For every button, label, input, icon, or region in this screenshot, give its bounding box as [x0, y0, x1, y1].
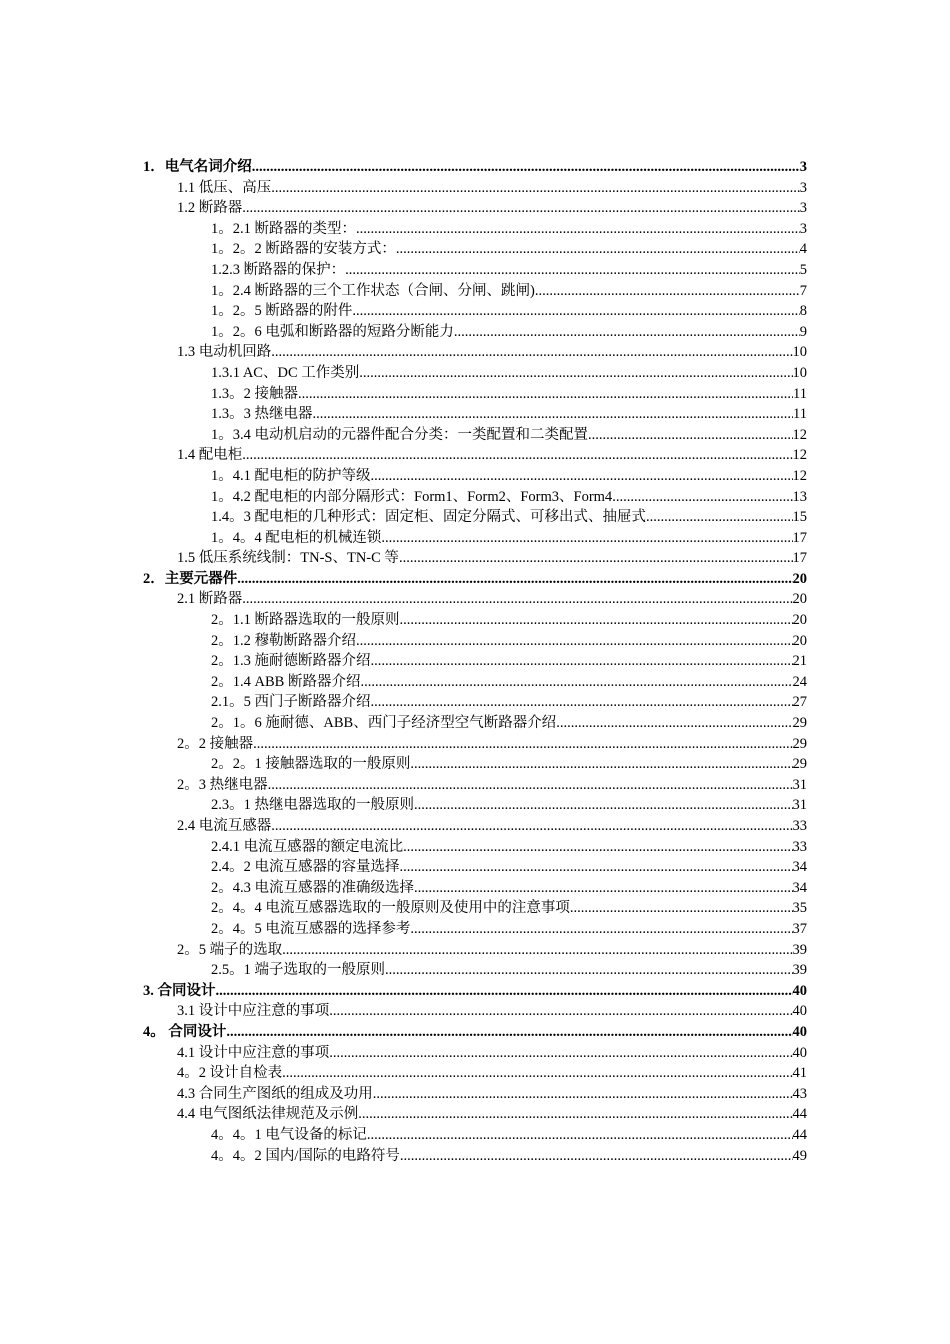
toc-dot-leader: [400, 610, 793, 631]
toc-entry-title: 1.4。3 配电柜的几种形式：固定柜、固定分隔式、可移出式、抽屉式: [211, 509, 646, 526]
toc-entry[interactable]: [143, 692, 807, 713]
toc-entry-page-number: 12: [792, 426, 807, 443]
toc-entry[interactable]: [143, 528, 807, 549]
toc-entry[interactable]: [143, 239, 807, 260]
toc-entry-page-number: 29: [792, 756, 807, 773]
toc-entry[interactable]: [143, 1084, 807, 1105]
toc-entry[interactable]: [143, 507, 807, 528]
toc-entry-page-number: 33: [792, 838, 807, 855]
toc-entry[interactable]: [143, 466, 807, 487]
toc-entry[interactable]: [143, 837, 807, 858]
toc-dot-leader: [612, 487, 792, 508]
toc-entry-page-number: 17: [792, 529, 807, 546]
toc-entry-title: 2。2 接触器: [177, 735, 254, 752]
toc-entry-page-number: 43: [792, 1085, 807, 1102]
toc-entry-page-number: 3: [799, 220, 807, 237]
toc-entry-page-number: 20: [792, 632, 807, 649]
toc-entry[interactable]: [143, 919, 807, 940]
toc-entry-page-number: 33: [792, 818, 807, 834]
toc-entry-page-number: 5: [799, 261, 807, 278]
toc-entry-page-number: 3: [799, 200, 807, 217]
toc-entry[interactable]: [143, 1022, 807, 1043]
toc-entry-page-number: 20: [792, 570, 807, 587]
toc-entry-page-number: 44: [792, 1106, 807, 1123]
toc-dot-leader: [373, 1084, 793, 1105]
toc-dot-leader: [400, 1146, 793, 1167]
toc-entry-page-number: 20: [792, 591, 807, 608]
toc-entry-page-number: 3: [799, 159, 807, 175]
toc-dot-leader: [570, 898, 793, 919]
toc-entry-title: 2.1 断路器: [177, 591, 243, 608]
toc-entry[interactable]: [143, 940, 807, 961]
toc-dot-leader: [242, 198, 800, 219]
toc-entry-title: 1.3.1 AC、DC 工作类别: [211, 364, 360, 381]
toc-entry[interactable]: [143, 898, 807, 919]
toc-dot-leader: [646, 507, 793, 528]
toc-entry-title: 2。1.4 ABB 断路器介绍: [211, 673, 361, 690]
toc-entry-title: 1.4 配电柜: [177, 447, 243, 464]
toc-dot-leader: [282, 1063, 792, 1084]
toc-entry-page-number: 44: [792, 1126, 807, 1143]
toc-entry-page-number: 29: [792, 715, 807, 732]
toc-entry-page-number: 4: [799, 241, 807, 258]
toc-entry[interactable]: [143, 445, 807, 466]
toc-dot-leader: [282, 940, 792, 961]
toc-entry-page-number: 37: [792, 920, 807, 937]
toc-entry-title: 1。2.4 断路器的三个工作状态（合闸、分闸、跳闸): [211, 282, 535, 299]
toc-entry-title: 1．电气名词介绍: [143, 159, 252, 175]
toc-entry[interactable]: [143, 775, 807, 796]
toc-dot-leader: [329, 1001, 792, 1022]
toc-entry-title: 4。4。1 电气设备的标记: [211, 1126, 367, 1143]
toc-entry-title: 1。4.1 配电柜的防护等级: [211, 467, 371, 484]
toc-dot-leader: [410, 754, 792, 775]
toc-entry-title: 1。2.1 断路器的类型：: [211, 220, 356, 237]
toc-entry-page-number: 8: [799, 303, 807, 320]
toc-entry[interactable]: [143, 219, 807, 240]
toc-entry[interactable]: [143, 157, 807, 178]
toc-dot-leader: [385, 960, 793, 981]
toc-dot-leader: [271, 342, 792, 363]
toc-entry-title: 2.5。1 端子选取的一般原则: [211, 962, 385, 979]
toc-entry[interactable]: [143, 631, 807, 652]
toc-entry-title: 4。2 设计自检表: [177, 1065, 283, 1082]
toc-entry-title: 2.3。1 热继电器选取的一般原则: [211, 797, 414, 814]
toc-entry-title: 4.1 设计中应注意的事项: [177, 1044, 330, 1061]
toc-dot-leader: [352, 301, 799, 322]
toc-entry-page-number: 40: [792, 1023, 807, 1040]
toc-entry-page-number: 12: [792, 447, 807, 464]
toc-entry-page-number: 49: [792, 1147, 807, 1164]
toc-dot-leader: [360, 672, 792, 693]
toc-entry[interactable]: [143, 1146, 807, 1167]
toc-dot-leader: [414, 878, 793, 899]
toc-dot-leader: [399, 548, 793, 569]
toc-entry-title: 2。4。5 电流互感器的选择参考: [211, 920, 411, 937]
toc-entry-title: 2.4.1 电流互感器的额定电流比: [211, 838, 404, 855]
toc-entry[interactable]: [143, 569, 807, 590]
toc-dot-leader: [242, 445, 792, 466]
toc-entry-page-number: 41: [792, 1065, 807, 1082]
toc-dot-leader: [371, 466, 793, 487]
toc-entry-page-number: 34: [792, 879, 807, 896]
toc-dot-leader: [268, 775, 793, 796]
toc-dot-leader: [356, 631, 793, 652]
toc-entry-title: 4.4 电气图纸法律规范及示例: [177, 1106, 359, 1123]
toc-entry-page-number: 9: [799, 323, 807, 340]
toc-dot-leader: [313, 404, 794, 425]
toc-entry-page-number: 7: [799, 282, 807, 299]
toc-entry-page-number: 20: [792, 612, 807, 629]
toc-dot-leader: [271, 178, 800, 199]
toc-entry-page-number: 35: [792, 900, 807, 917]
toc-entry[interactable]: [143, 281, 807, 302]
toc-entry-page-number: 39: [792, 962, 807, 979]
toc-dot-leader: [345, 260, 800, 281]
toc-entry[interactable]: [143, 960, 807, 981]
toc-dot-leader: [588, 425, 793, 446]
toc-entry-page-number: 11: [793, 385, 807, 402]
toc-dot-leader: [556, 713, 792, 734]
toc-entry-title: 2.4 电流互感器: [177, 818, 272, 834]
toc-entry-page-number: 31: [792, 797, 807, 814]
toc-entry[interactable]: [143, 260, 807, 281]
toc-entry[interactable]: [143, 1001, 807, 1022]
toc-entry-title: 3. 合同设计: [143, 982, 216, 999]
toc-entry-page-number: 12: [792, 467, 807, 484]
toc-entry[interactable]: [143, 713, 807, 734]
toc-dot-leader: [253, 734, 792, 755]
toc-entry[interactable]: [143, 672, 807, 693]
toc-entry[interactable]: [143, 342, 807, 363]
toc-entry-title: 1.1 低压、高压: [177, 179, 272, 196]
toc-dot-leader: [298, 384, 793, 405]
toc-entry-title: 1。3.4 电动机启动的元器件配合分类：一类配置和二类配置: [211, 426, 588, 443]
toc-entry-title: 4。 合同设计: [143, 1023, 227, 1040]
toc-entry[interactable]: [143, 1104, 807, 1125]
toc-entry[interactable]: [143, 1063, 807, 1084]
toc-entry-page-number: 10: [792, 344, 807, 361]
toc-entry[interactable]: [143, 651, 807, 672]
toc-entry-page-number: 3: [799, 179, 807, 196]
toc-entry-page-number: 11: [793, 406, 807, 423]
toc-entry-title: 2。3 热继电器: [177, 776, 268, 793]
toc-entry[interactable]: [143, 301, 807, 322]
toc-entry-title: 1.2 断路器: [177, 200, 243, 217]
toc-entry-page-number: 31: [792, 776, 807, 793]
toc-entry[interactable]: [143, 795, 807, 816]
toc-entry[interactable]: [143, 754, 807, 775]
toc-entry-page-number: 10: [792, 364, 807, 381]
toc-entry-page-number: 27: [792, 694, 807, 711]
toc-entry-title: 1。2。5 断路器的附件: [211, 303, 353, 320]
toc-entry[interactable]: [143, 363, 807, 384]
toc-entry[interactable]: [143, 487, 807, 508]
toc-entry-title: 2.1。5 西门子断路器介绍: [211, 694, 371, 711]
toc-entry[interactable]: [143, 610, 807, 631]
toc-dot-leader: [414, 795, 793, 816]
toc-dot-leader: [216, 981, 793, 1002]
toc-dot-leader: [400, 857, 793, 878]
toc-dot-leader: [410, 919, 792, 940]
toc-entry-page-number: 15: [792, 509, 807, 526]
toc-entry-title: 2。4.3 电流互感器的准确级选择: [211, 879, 414, 896]
toc-entry-page-number: 21: [792, 653, 807, 670]
toc-dot-leader: [535, 281, 800, 302]
toc-entry-page-number: 34: [792, 859, 807, 876]
toc-dot-leader: [359, 363, 792, 384]
toc-entry[interactable]: [143, 425, 807, 446]
toc-entry-title: 2。4。4 电流互感器选取的一般原则及使用中的注意事项: [211, 900, 570, 917]
toc-dot-leader: [454, 322, 800, 343]
toc-entry[interactable]: [143, 878, 807, 899]
toc-entry[interactable]: [143, 734, 807, 755]
toc-dot-leader: [356, 219, 800, 240]
toc-entry-page-number: 17: [792, 550, 807, 567]
toc-entry[interactable]: [143, 589, 807, 610]
toc-dot-leader: [371, 651, 793, 672]
toc-entry-title: 1。4。4 配电柜的机械连锁: [211, 529, 382, 546]
toc-dot-leader: [329, 1043, 792, 1064]
toc-entry-title: 2。1.1 断路器选取的一般原则: [211, 612, 400, 629]
toc-entry-title: 3.1 设计中应注意的事项: [177, 1003, 330, 1020]
toc-entry-title: 1.3 电动机回路: [177, 344, 272, 361]
toc-dot-leader: [242, 589, 792, 610]
toc-entry-title: 1.5 低压系统线制：TN-S、TN-C 等: [177, 550, 399, 567]
toc-entry-title: 2。1。6 施耐德、ABB、西门子经济型空气断路器介绍: [211, 715, 557, 732]
toc-dot-leader: [403, 837, 792, 858]
toc-entry-title: 2.4。2 电流互感器的容量选择: [211, 859, 400, 876]
table-of-contents: [143, 157, 807, 1166]
toc-entry[interactable]: [143, 404, 807, 425]
toc-entry-page-number: 40: [792, 1003, 807, 1020]
toc-entry[interactable]: [143, 1043, 807, 1064]
toc-dot-leader: [226, 1022, 792, 1043]
toc-entry-page-number: 39: [792, 941, 807, 958]
toc-dot-leader: [271, 816, 792, 837]
toc-entry[interactable]: [143, 322, 807, 343]
toc-entry-title: 1。2。6 电弧和断路器的短路分断能力: [211, 323, 454, 340]
toc-entry-page-number: 40: [792, 1044, 807, 1061]
toc-entry[interactable]: [143, 1125, 807, 1146]
toc-dot-leader: [381, 528, 792, 549]
toc-dot-leader: [367, 1125, 793, 1146]
toc-entry[interactable]: [143, 384, 807, 405]
toc-dot-leader: [358, 1104, 792, 1125]
toc-entry-title: 2．主要元器件: [143, 570, 238, 587]
toc-entry-page-number: 24: [792, 673, 807, 690]
toc-entry-title: 2。1.2 穆勒断路器介绍: [211, 632, 356, 649]
toc-entry[interactable]: [143, 548, 807, 569]
toc-entry-title: 2。1.3 施耐德断路器介绍: [211, 653, 371, 670]
toc-entry-title: 4.3 合同生产图纸的组成及功用: [177, 1085, 373, 1102]
toc-entry-title: 1.3。3 热继电器: [211, 406, 313, 423]
toc-entry[interactable]: [143, 857, 807, 878]
toc-entry[interactable]: [143, 816, 807, 837]
toc-entry[interactable]: [143, 178, 807, 199]
toc-entry-page-number: 13: [792, 488, 807, 505]
toc-dot-leader: [252, 157, 800, 178]
toc-entry[interactable]: [143, 198, 807, 219]
toc-entry-title: 1。2。2 断路器的安装方式：: [211, 241, 396, 258]
toc-dot-leader: [396, 239, 800, 260]
toc-entry-title: 1。4.2 配电柜的内部分隔形式：Form1、Form2、Form3、Form4: [211, 488, 613, 505]
toc-dot-leader: [237, 569, 792, 590]
toc-entry-page-number: 40: [792, 982, 807, 999]
toc-entry-title: 1.2.3 断路器的保护：: [211, 261, 346, 278]
toc-entry-title: 4。4。2 国内/国际的电路符号: [211, 1147, 400, 1164]
toc-entry-title: 1.3。2 接触器: [211, 385, 298, 402]
toc-dot-leader: [371, 692, 793, 713]
toc-entry-title: 2。5 端子的选取: [177, 941, 283, 958]
toc-entry-title: 2。2。1 接触器选取的一般原则: [211, 756, 411, 773]
toc-entry[interactable]: [143, 981, 807, 1002]
toc-entry-page-number: 29: [792, 735, 807, 752]
